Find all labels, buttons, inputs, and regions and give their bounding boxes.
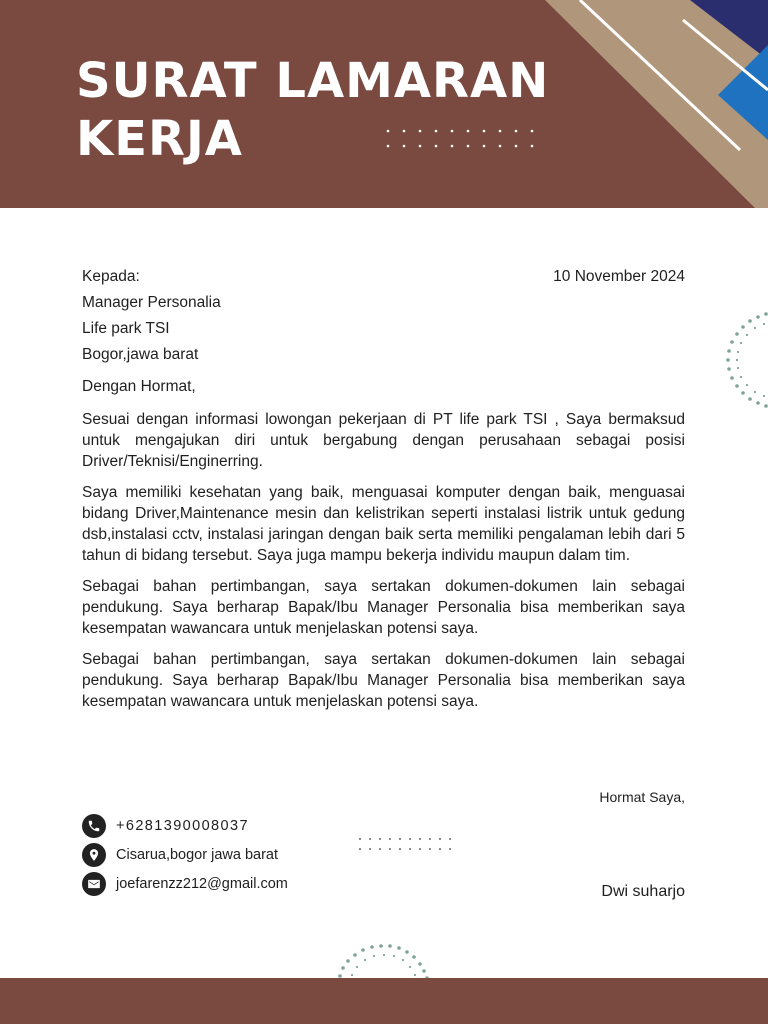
- dotted-arc-decoration-bottom: [334, 940, 434, 980]
- body-paragraph: Saya memiliki kesehatan yang baik, menguasai komputer dengan baik, menguasai bidang Driver,Maintenance mesin dan kelistrikan seperti instalasi listrik untuk gedung dsb,instalasi cctv, instalasi jaringan dengan baik serta memiliki pengalaman lebih dari 5 tahun di bidang tersebut. Saya juga mampu bekerja individu maupun dalam tim.: [82, 484, 685, 564]
- title-line-2: KERJA: [76, 111, 243, 167]
- mail-icon: [82, 872, 106, 896]
- body-paragraph: Sebagai bahan pertimbangan, saya sertakan dokumen-dokumen lain sebagai pendukung. Saya berharap Bapak/Ibu Manager Personalia bisa memberikan saya kesempatan wawancara untuk menjelaskan potensi saya.: [82, 578, 685, 637]
- phone-icon: [82, 814, 106, 838]
- letter-body: [82, 266, 685, 722]
- salutation: Dengan Hormat,: [82, 378, 196, 395]
- letter-date: 10 November 2024: [553, 268, 685, 285]
- phone-number: +6281390008037: [116, 818, 249, 834]
- recipient-line: Life park TSI: [82, 320, 170, 337]
- address-text: Cisarua,bogor jawa barat: [116, 847, 279, 863]
- header-banner: [0, 0, 768, 208]
- email-address: joefarenzz212@gmail.com: [116, 876, 288, 892]
- recipient-line: Manager Personalia: [82, 294, 221, 311]
- body-paragraph: Sebagai bahan pertimbangan, saya sertakan dokumen-dokumen lain sebagai pendukung. Saya berharap Bapak/Ibu Manager Personalia bisa memberikan saya kesempatan wawancara untuk menjelaskan potensi saya.: [82, 651, 685, 710]
- signer-name: Dwi suharjo: [601, 883, 685, 900]
- footer-bar: [0, 978, 768, 1024]
- contact-email: [82, 872, 288, 896]
- location-pin-icon: [82, 843, 106, 867]
- dotted-grid-decoration: [355, 834, 459, 854]
- title-line-1: SURAT LAMARAN: [76, 53, 550, 109]
- contact-phone: [82, 814, 288, 838]
- body-paragraph: Sesuai dengan informasi lowongan pekerjaan di PT life park TSI , Saya bermaksud untuk mengajukan diri untuk bergabung dengan perusahaan sebagai posisi Driver/Teknisi/Enginerring.: [82, 411, 685, 470]
- document-title: [76, 52, 549, 168]
- contact-list: [82, 814, 288, 901]
- dotted-circle-decoration-right: [718, 310, 768, 410]
- recipient-line: Kepada:: [82, 268, 140, 285]
- closing: Hormat Saya,: [599, 789, 685, 805]
- contact-address: [82, 843, 288, 867]
- recipient-line: Bogor,jawa barat: [82, 346, 199, 363]
